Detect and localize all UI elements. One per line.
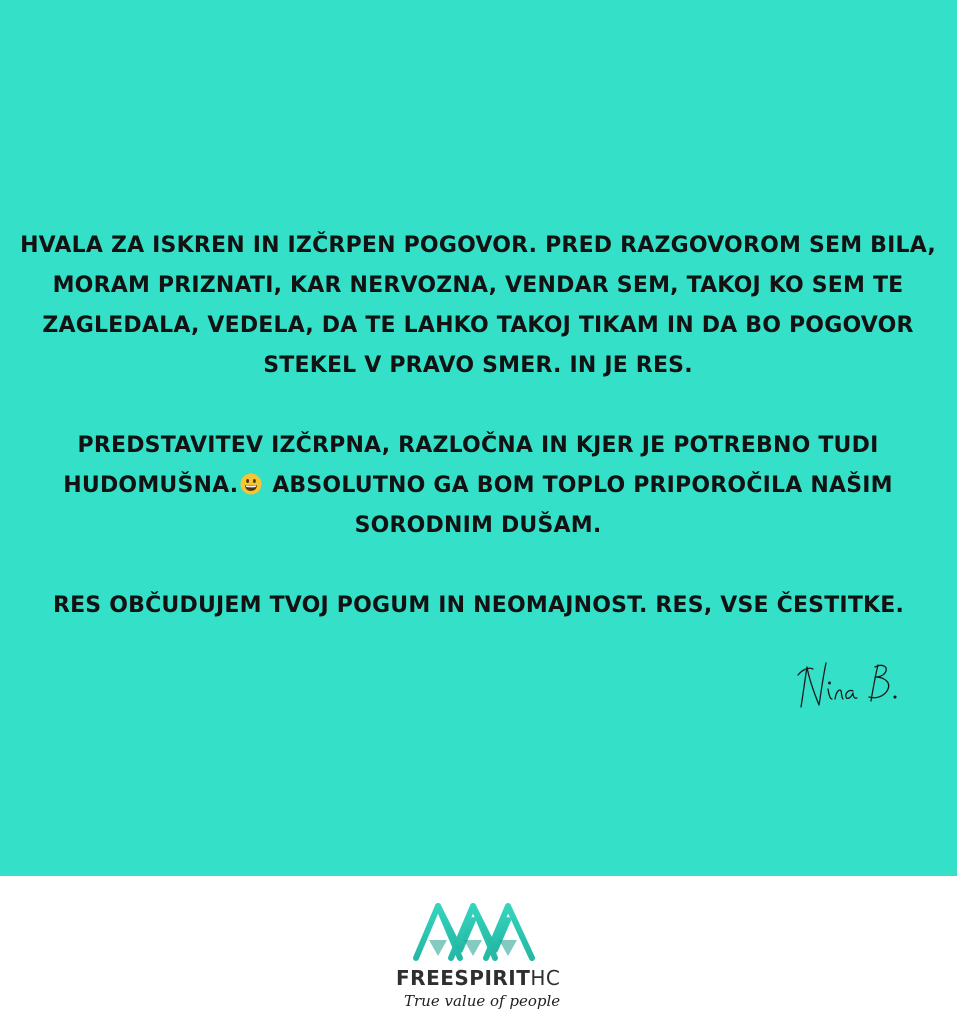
grinning-face-emoji-icon — [240, 473, 262, 495]
testimonial-paragraph-3: RES OBČUDUJEM TVOJ POGUM IN NEOMAJNOST. RES, VSE ČESTITKE. — [52, 593, 905, 618]
testimonial-paragraph-2-start: PREDSTAVITEV IZČRPNA, RAZLOČNA IN KJER JE POTREBNO TUDI HUDOMUŠNA. — [63, 433, 879, 498]
brand-name — [396, 966, 566, 990]
testimonial-paragraph-2-end: ABSOLUTNO GA BOM TOPLO PRIPOROČILA NAŠIM SORODNIM DUŠAM. — [272, 473, 893, 538]
signature-text: Nina B. — [795, 655, 799, 656]
brand-name-bold: FREESPIRIT — [396, 966, 531, 990]
testimonial-paragraph-2 — [38, 426, 918, 546]
brand-name-light: HC — [530, 966, 561, 990]
brand-tagline: True value of people — [404, 992, 561, 1010]
signature-nina-b — [795, 655, 910, 717]
freespirit-logo — [396, 900, 566, 1020]
testimonial-text — [0, 226, 957, 666]
testimonial-paragraph-1: HVALA ZA ISKREN IN IZČRPEN POGOVOR. PRED RAZGOVOROM SEM BILA, MORAM PRIZNATI, KAR NERVOZNA, VENDAR SEM, TAKOJ KO SEM TE ZAGLEDALA, VEDELA, DA TE LAHKO TAKOJ TIKAM IN DA BO POGOVOR STEKEL V PRAVO SMER. IN JE RES. — [20, 233, 936, 378]
triple-mountain-logo-icon — [411, 900, 541, 962]
